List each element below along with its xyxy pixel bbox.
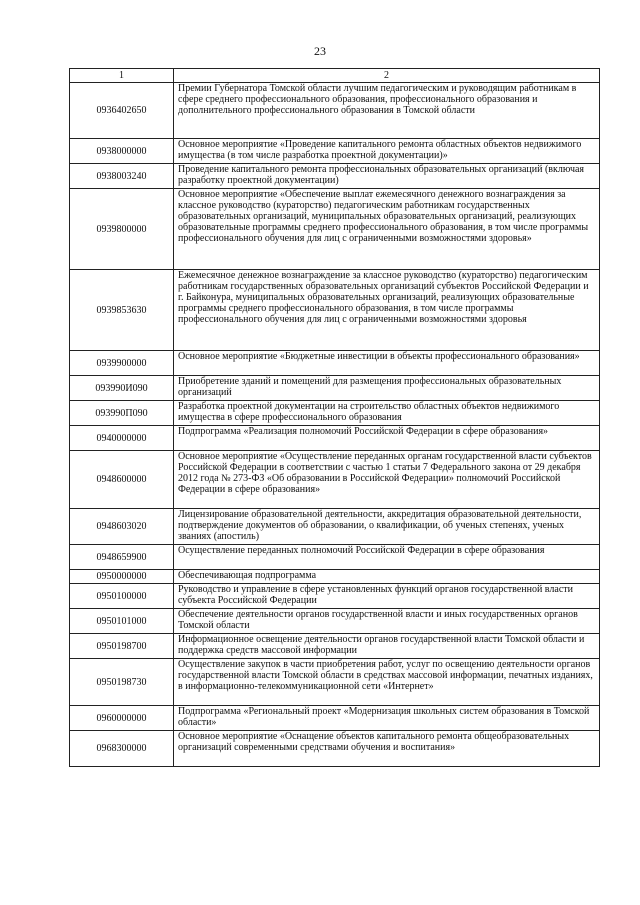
table-row <box>70 659 600 706</box>
row-code: 0950198730 <box>70 659 174 706</box>
table-row <box>70 706 600 731</box>
table-row <box>70 351 600 376</box>
table-row <box>70 570 600 584</box>
table-row <box>70 545 600 570</box>
table-row <box>70 584 600 609</box>
row-code: 0950101000 <box>70 609 174 634</box>
table-row <box>70 83 600 139</box>
table-header-row <box>70 69 600 83</box>
row-code: 0960000000 <box>70 706 174 731</box>
row-description: Основное мероприятие «Осуществление переданных органам государственной власти субъектов Российской Федерации в соответствии с частью 1 статьи 7 Федерального закона от 29 декабря 2012 года № 273-ФЗ «Об образовании в Российской Федерации» полномочий Российской Федерации в сфере образования» <box>174 451 600 509</box>
row-code: 0950198700 <box>70 634 174 659</box>
table-row <box>70 634 600 659</box>
row-code: 0938003240 <box>70 164 174 189</box>
table-row <box>70 401 600 426</box>
row-code: 093990И090 <box>70 376 174 401</box>
row-code: 0950100000 <box>70 584 174 609</box>
row-code: 093990П090 <box>70 401 174 426</box>
row-description: Разработка проектной документации на строительство областных объектов недвижимого имущества в сфере профессионального образования <box>174 401 600 426</box>
row-code: 0948600000 <box>70 451 174 509</box>
page-number: 23 <box>314 44 326 58</box>
row-code: 0939800000 <box>70 189 174 270</box>
row-description: Подпрограмма «Региональный проект «Модернизация школьных систем образования в Томской области» <box>174 706 600 731</box>
row-description: Руководство и управление в сфере установленных функций органов государственной власти субъекта Российской Федерации <box>174 584 600 609</box>
table-row <box>70 731 600 767</box>
row-code: 0940000000 <box>70 426 174 451</box>
table-row <box>70 426 600 451</box>
column-header-description: 2 <box>174 69 600 83</box>
row-code: 0950000000 <box>70 570 174 584</box>
row-description: Основное мероприятие «Проведение капитального ремонта областных объектов недвижимого имущества (в том числе разработка проектной документации)» <box>174 139 600 164</box>
row-description: Основное мероприятие «Оснащение объектов капитального ремонта общеобразовательных организаций современными средствами обучения и воспитания» <box>174 731 600 767</box>
row-description: Осуществление переданных полномочий Российской Федерации в сфере образования <box>174 545 600 570</box>
row-description: Подпрограмма «Реализация полномочий Российской Федерации в сфере образования» <box>174 426 600 451</box>
table-row <box>70 609 600 634</box>
row-code: 0939853630 <box>70 270 174 351</box>
table-row <box>70 509 600 545</box>
table-row <box>70 139 600 164</box>
row-description: Проведение капитального ремонта профессиональных образовательных организаций (включая разработку проектной документации) <box>174 164 600 189</box>
row-code: 0948603020 <box>70 509 174 545</box>
table-row <box>70 270 600 351</box>
row-code: 0939900000 <box>70 351 174 376</box>
row-description: Премии Губернатора Томской области лучшим педагогическим и руководящим работникам в сфере среднего профессионального образования, профессионального образования и дополнительного профессионального образования в Томской области <box>174 83 600 139</box>
column-header-code: 1 <box>70 69 174 83</box>
row-code: 0948659900 <box>70 545 174 570</box>
budget-code-table <box>69 68 600 767</box>
table-row <box>70 164 600 189</box>
row-code: 0938000000 <box>70 139 174 164</box>
row-description: Ежемесячное денежное вознаграждение за классное руководство (кураторство) педагогическим работникам государственных образовательных организаций субъектов Российской Федерации и г. Байконура, муниципальных образовательных организаций, реализующих образовательные программы среднего профессионального образования, в том числе программы профессионального обучения для лиц с ограниченными возможностями здоровья <box>174 270 600 351</box>
row-description: Приобретение зданий и помещений для размещения профессиональных образовательных организаций <box>174 376 600 401</box>
row-description: Основное мероприятие «Обеспечение выплат ежемесячного денежного вознаграждения за классное руководство (кураторство) педагогическим работникам государственных образовательных организаций, муниципальных образовательных организаций, реализующих образовательные программы среднего профессионального образования, в том числе программы профессионального обучения для лиц с ограниченными возможностями здоровья» <box>174 189 600 270</box>
row-code: 0968300000 <box>70 731 174 767</box>
table-row <box>70 451 600 509</box>
row-description: Обеспечивающая подпрограмма <box>174 570 600 584</box>
row-description: Основное мероприятие «Бюджетные инвестиции в объекты профессионального образования» <box>174 351 600 376</box>
row-description: Осуществление закупок в части приобретения работ, услуг по освещению деятельности органов государственной власти Томской области в средствах массовой информации, печатных изданиях, в информационно-телекоммуникационной сети «Интернет» <box>174 659 600 706</box>
row-description: Лицензирование образовательной деятельности, аккредитация образовательной деятельности, подтверждение документов об образовании, о квалификации, об ученых степенях, ученых званиях (апостиль) <box>174 509 600 545</box>
table-row <box>70 376 600 401</box>
row-description: Обеспечение деятельности органов государственной власти и иных государственных органов Томской области <box>174 609 600 634</box>
row-code: 0936402650 <box>70 83 174 139</box>
table-row <box>70 189 600 270</box>
row-description: Информационное освещение деятельности органов государственной власти Томской области и поддержка средств массовой информации <box>174 634 600 659</box>
